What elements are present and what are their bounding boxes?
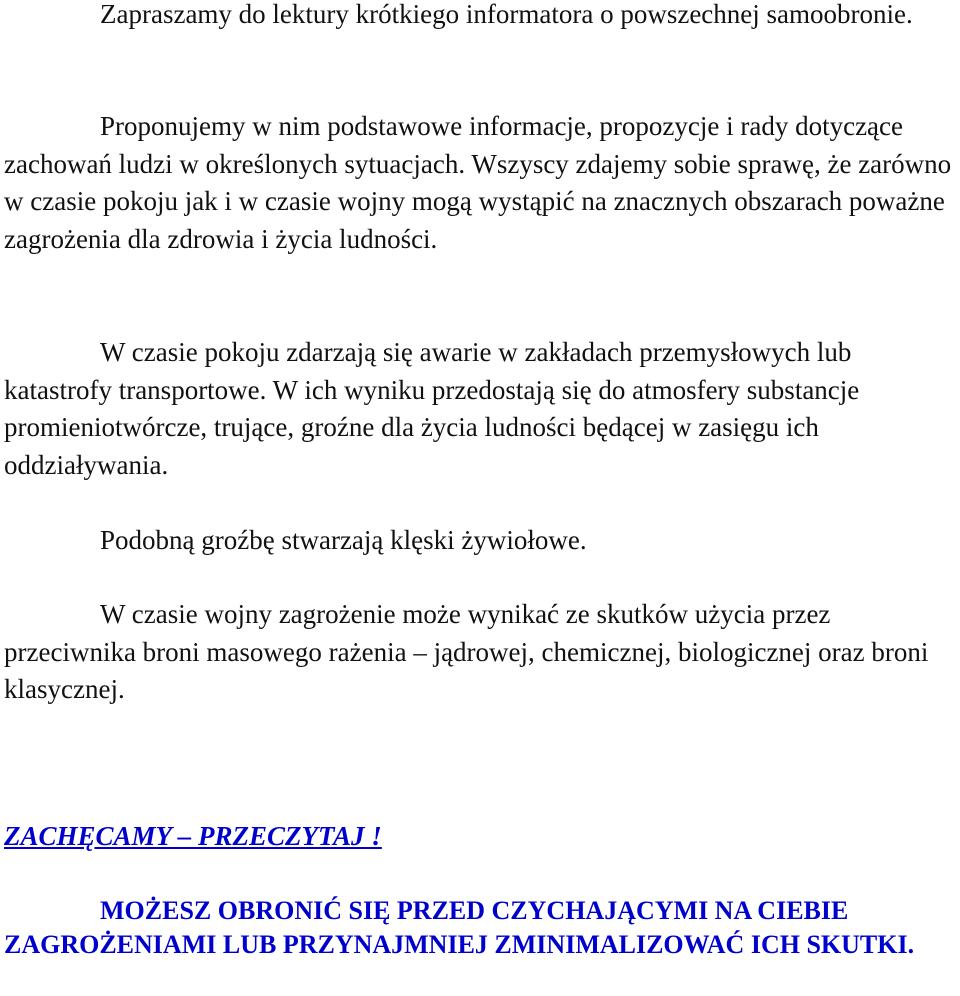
peacetime-threats-paragraph: W czasie pokoju zdarzają się awarie w zakładach przemysłowych lub katastrofy transportowe. W ich wyniku przedostają się do atmosfery substancje promieniotwórcze, trujące, groźne dla życia ludności będącej w zasięgu ich oddziaływania.: [4, 337, 860, 480]
intro-paragraph: Zapraszamy do lektury krótkiego informatora o powszechnej samoobronie.: [100, 0, 913, 29]
encourage-read-link[interactable]: ZACHĘCAMY – PRZECZYTAJ !: [4, 821, 382, 851]
wartime-threats-paragraph: W czasie wojny zagrożenie może wynikać ze skutków użycia przez przeciwnika broni masowego rażenia – jądrowej, chemicznej, biologicznej oraz broni klasycznej.: [4, 599, 929, 704]
proposal-paragraph: Proponujemy w nim podstawowe informacje, propozycje i rady dotyczące zachowań ludzi w określonych sytuacjach. Wszyscy zdajemy sobie sprawę, że zarówno w czasie pokoju jak i w czasie wojny mogą wystąpić na znacznych obszarach poważne zagrożenia dla zdrowia i życia ludności.: [4, 111, 952, 254]
self-defense-callout: MOŻESZ OBRONIĆ SIĘ PRZED CZYCHAJĄCYMI NA CIEBIE ZAGROŻENIAMI LUB PRZYNAJMNIEJ ZMINIMALIZOWAĆ ICH SKUTKI.: [4, 896, 915, 959]
natural-disasters-paragraph: Podobną groźbę stwarzają klęski żywiołowe.: [100, 525, 587, 555]
